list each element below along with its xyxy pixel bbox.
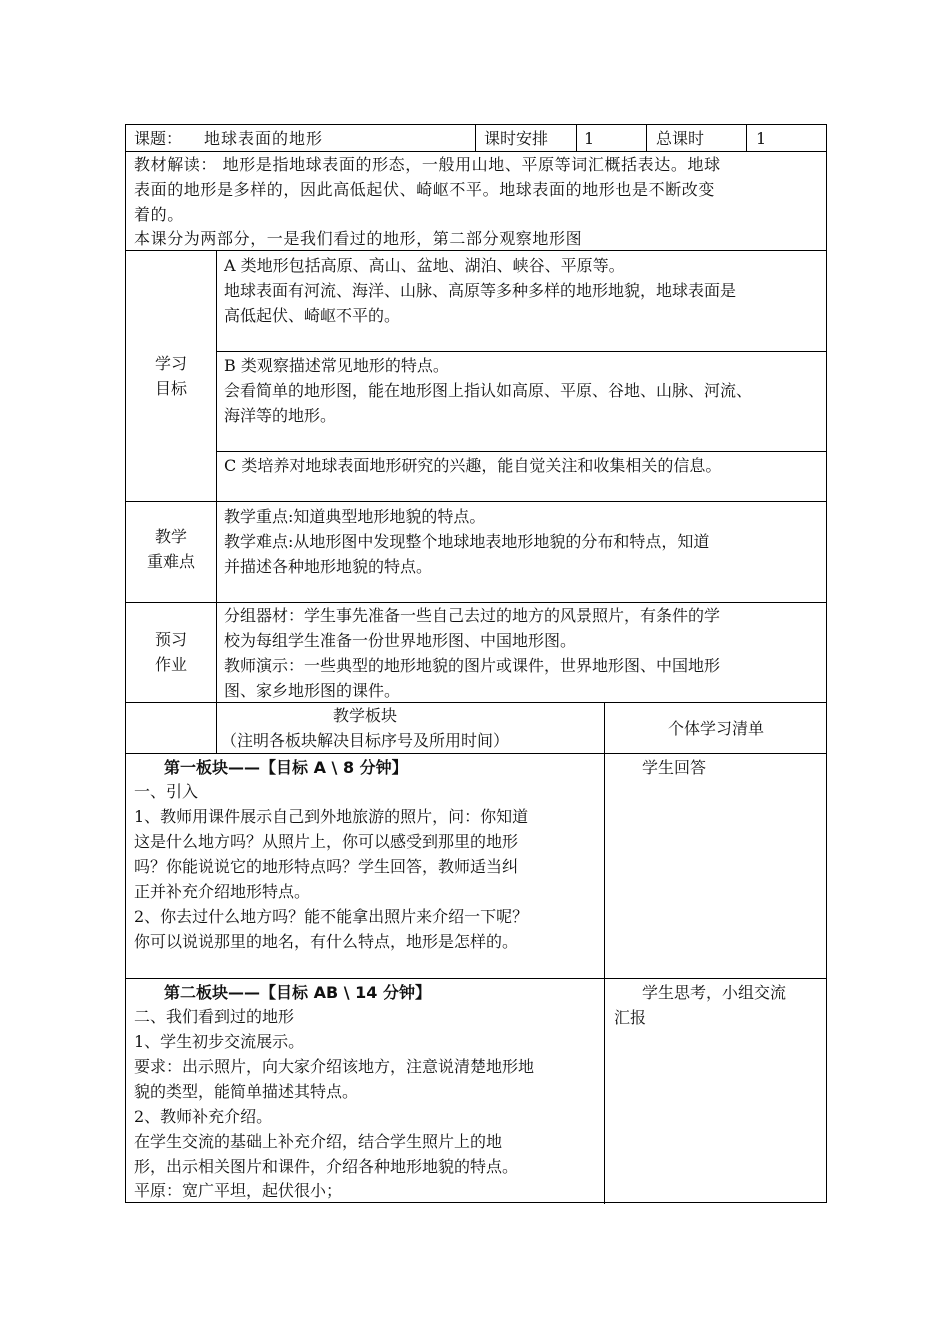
objective-b: B 类观察描述常见地形的特点。 bbox=[224, 356, 449, 375]
row-divider bbox=[126, 978, 826, 979]
preview-label: 作业 bbox=[154, 655, 187, 674]
block2-title: 第二板块——【目标 AB \ 14 分钟】 bbox=[164, 983, 431, 1002]
block1-line: 正并补充介绍地形特点。 bbox=[134, 882, 311, 901]
col-divider bbox=[646, 125, 647, 151]
block1-line: 2、你去过什么地方吗？能不能拿出照片来介绍一下呢？ bbox=[134, 907, 529, 926]
analysis-line: 教材解读： 地形是指地球表面的形态，一般用山地、平原等词汇概括表达。地球 bbox=[134, 155, 721, 174]
col-divider bbox=[576, 125, 577, 151]
objective-a: 地球表面有河流、海洋、山脉、高原等多种多样的地形地貌，地球表面是 bbox=[224, 281, 737, 300]
col-divider bbox=[475, 125, 476, 151]
block2-note: 汇报 bbox=[614, 1008, 647, 1027]
block2-line: 形，出示相关图片和课件，介绍各种地形地貌的特点。 bbox=[134, 1157, 519, 1176]
analysis-line: 本课分为两部分，一是我们看过的地形，第二部分观察地形图 bbox=[134, 229, 583, 248]
total-value: 1 bbox=[756, 129, 767, 148]
preview-line: 校为每组学生准备一份世界地形图、中国地形图。 bbox=[224, 631, 577, 650]
objective-a: A 类地形包括高原、高山、盆地、湖泊、峡谷、平原等。 bbox=[224, 256, 625, 275]
row-divider bbox=[216, 351, 826, 352]
preview-label: 预习 bbox=[154, 630, 187, 649]
block2-note: 学生思考，小组交流 bbox=[642, 983, 787, 1002]
row-divider bbox=[216, 451, 826, 452]
block2-line: 要求：出示照片，向大家介绍该地方，注意说清楚地形地 bbox=[134, 1057, 535, 1076]
title-label: 课题： bbox=[134, 129, 183, 148]
col-divider bbox=[604, 702, 605, 1204]
objective-b: 会看简单的地形图，能在地形图上指认如高原、平原、谷地、山脉、河流、 bbox=[224, 381, 753, 400]
analysis-line: 着的。 bbox=[134, 205, 184, 224]
preview-line: 图、家乡地形图的课件。 bbox=[224, 681, 401, 700]
block2-line: 貌的类型，能简单描述其特点。 bbox=[134, 1082, 359, 1101]
key-points-label: 重难点 bbox=[146, 552, 195, 571]
teaching-blocks-note: （注明各板块解决目标序号及所用时间） bbox=[220, 731, 509, 750]
teaching-blocks-heading: 教学板块 bbox=[332, 706, 397, 725]
key-points-label: 教学 bbox=[154, 527, 187, 546]
objective-b: 海洋等的地形。 bbox=[224, 406, 337, 425]
block2-line: 2、教师补充介绍。 bbox=[134, 1107, 273, 1126]
total-label: 总课时 bbox=[656, 129, 705, 148]
learning-list-heading: 个体学习清单 bbox=[667, 719, 764, 738]
objective-c: C 类培养对地球表面地形研究的兴趣，能自觉关注和收集相关的信息。 bbox=[224, 456, 722, 475]
objectives-label: 目标 bbox=[154, 379, 187, 398]
block1-line: 这是什么地方吗？从照片上，你可以感受到那里的地形 bbox=[134, 832, 519, 851]
key-point-line: 并描述各种地形地貌的特点。 bbox=[224, 557, 433, 576]
key-point-line: 教学难点:从地形图中发现整个地球地表地形地貌的分布和特点，知道 bbox=[224, 532, 710, 551]
block1-note: 学生回答 bbox=[642, 758, 707, 777]
row-divider bbox=[126, 753, 826, 754]
row-divider bbox=[126, 501, 826, 502]
block2-line: 在学生交流的基础上补充介绍，结合学生照片上的地 bbox=[134, 1132, 503, 1151]
objectives-label: 学习 bbox=[154, 354, 187, 373]
title-value: 地球表面的地形 bbox=[204, 129, 324, 148]
schedule-value: 1 bbox=[584, 129, 595, 148]
block1-line: 你可以说说那里的地名，有什么特点，地形是怎样的。 bbox=[134, 932, 519, 951]
col-divider bbox=[216, 250, 217, 753]
lesson-plan-table bbox=[125, 124, 827, 1203]
preview-line: 分组器材：学生事先准备一些自己去过的地方的风景照片，有条件的学 bbox=[224, 606, 721, 625]
block2-line: 平原：宽广平坦，起伏很小； bbox=[134, 1181, 343, 1200]
block2-line: 1、学生初步交流展示。 bbox=[134, 1032, 305, 1051]
block1-line: 1、教师用课件展示自己到外地旅游的照片，问：你知道 bbox=[134, 807, 529, 826]
block2-line: 二、我们看到过的地形 bbox=[134, 1007, 295, 1026]
block1-line: 吗？你能说说它的地形特点吗？学生回答，教师适当纠 bbox=[134, 857, 519, 876]
key-point-line: 教学重点:知道典型地形地貌的特点。 bbox=[224, 507, 486, 526]
objective-a: 高低起伏、崎岖不平的。 bbox=[224, 306, 401, 325]
preview-line: 教师演示：一些典型的地形地貌的图片或课件，世界地形图、中国地形 bbox=[224, 656, 721, 675]
block1-title: 第一板块——【目标 A \ 8 分钟】 bbox=[164, 758, 408, 777]
block1-line: 一、引入 bbox=[134, 782, 199, 801]
schedule-label: 课时安排 bbox=[484, 129, 549, 148]
analysis-line: 表面的地形是多样的，因此高低起伏、崎岖不平。地球表面的地形也是不断改变 bbox=[134, 180, 716, 199]
col-divider bbox=[746, 125, 747, 151]
